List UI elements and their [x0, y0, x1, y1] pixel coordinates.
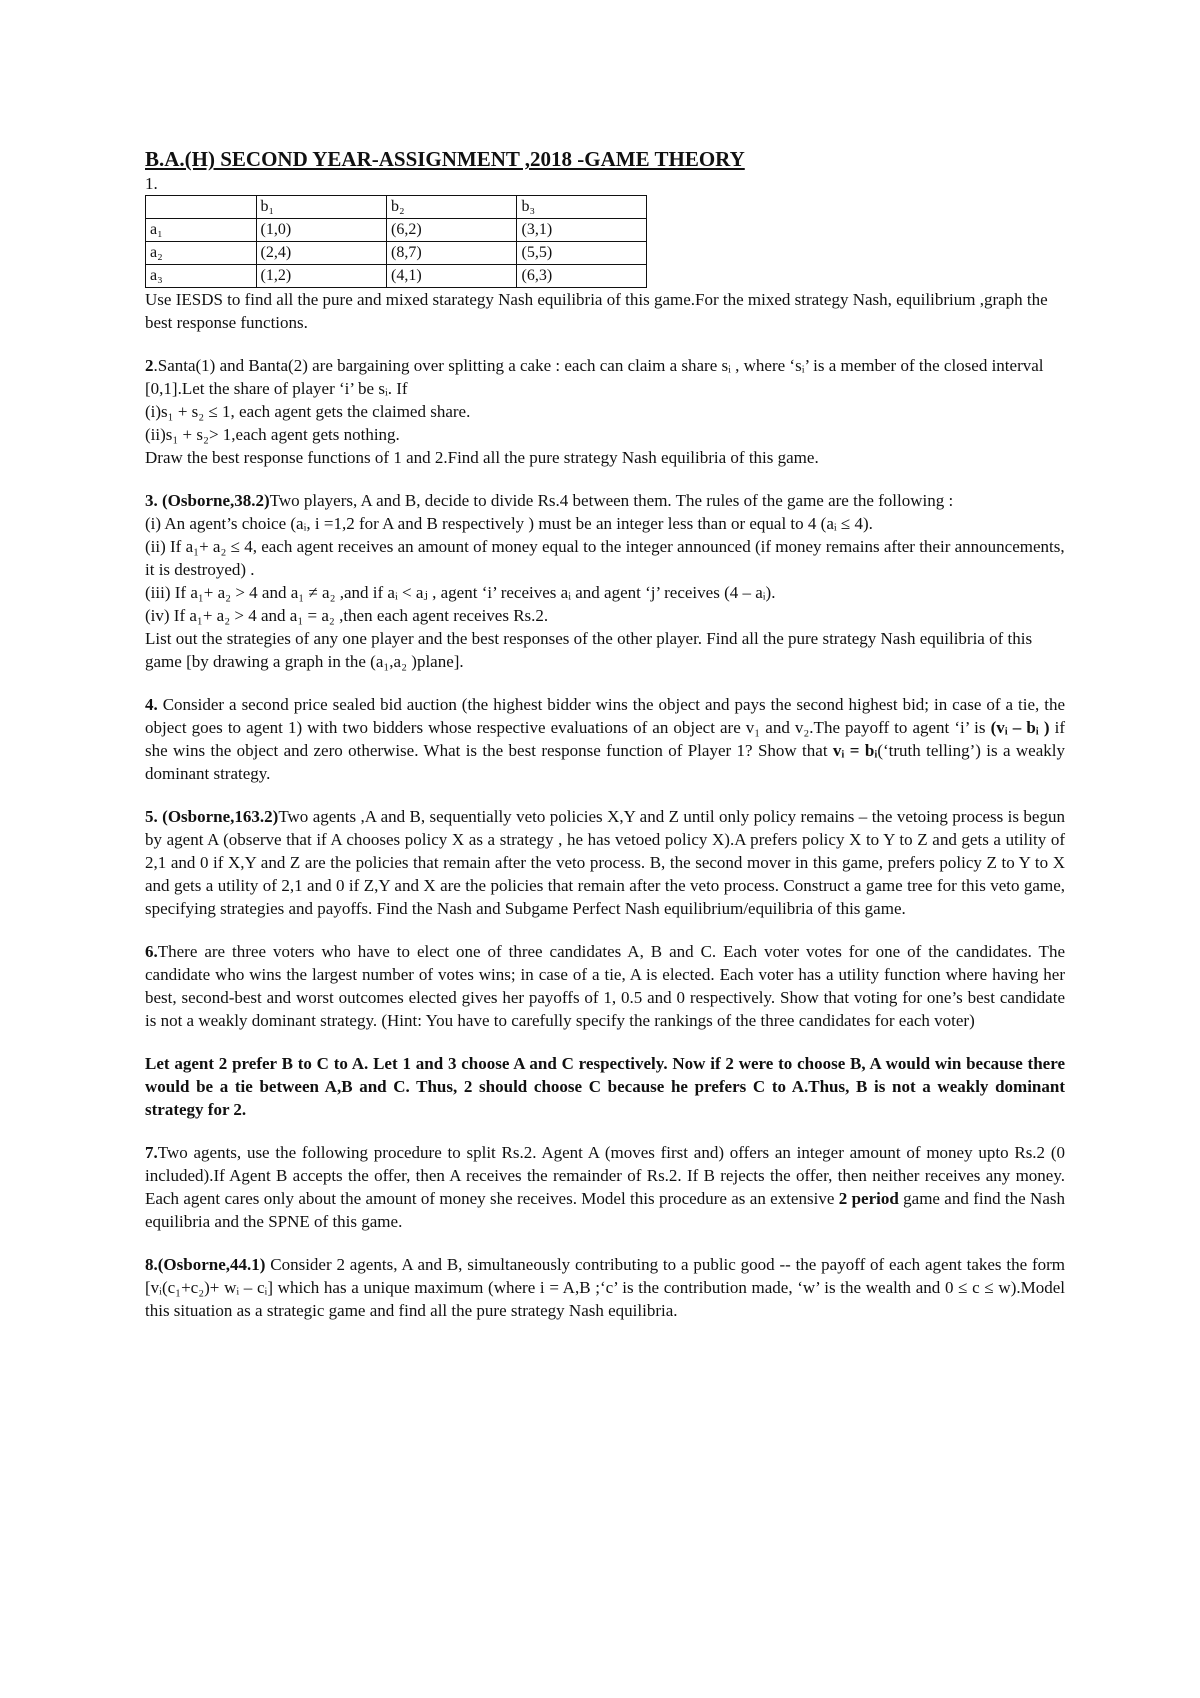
- document-page: [145, 146, 1065, 1322]
- document-title: B.A.(H) SECOND YEAR-ASSIGNMENT ,2018 -GAME THEORY: [145, 147, 745, 171]
- table-cell: b₁: [256, 196, 386, 219]
- table-cell: (6,3): [517, 265, 647, 288]
- question-3-rule-3: (iii) If a₁+ a₂ > 4 and a₁ ≠ a₂ ,and if aᵢ < aⱼ , agent ‘i’ receives aᵢ and agent ‘j’ receives (4 – aᵢ).: [145, 583, 776, 602]
- table-cell: (4,1): [387, 265, 517, 288]
- question-4-payoff-formula: (vᵢ – bᵢ ): [990, 718, 1050, 737]
- question-6-text: [145, 940, 1065, 1032]
- question-7: [145, 1141, 1065, 1233]
- table-cell: (1,0): [256, 219, 386, 242]
- question-6-body: There are three voters who have to elect one of three candidates A, B and C. Each voter votes for one of the candidates. The candidate who wins the largest number of votes wins; in case of a tie, A is elected. Each voter has a utility function where having her best, second-best and worst outcomes elected gives her payoffs of 1, 0.5 and 0 respectively. Show that voting for one’s best candidate is not a weakly dominant strategy. (Hint: You have to carefully specify the rankings of the three candidates for each voter): [145, 942, 1065, 1030]
- table-cell: (1,2): [256, 265, 386, 288]
- question-3-intro-text: Two players, A and B, decide to divide Rs.4 between them. The rules of the game are the following :: [269, 491, 954, 510]
- question-3-rule-2: (ii) If a₁+ a₂ ≤ 4, each agent receives an amount of money equal to the integer announced (if money remains after their announcements, it is destroyed) .: [145, 537, 1065, 579]
- question-5-body: Two agents ,A and B, sequentially veto policies X,Y and Z until only policy remains – the vetoing process is begun by agent A (observe that if A chooses policy X as a strategy , he has vetoed policy X).A prefers policy X to Y to Z and gets a utility of 2,1 and 0 if X,Y and Z are the policies that remain after the veto process. B, the second mover in this game, prefers policy Z to Y to X and gets a utility of 2,1 and 0 if Z,Y and X are the policies that remain after the veto process. Construct a game tree for this veto game, specifying strategies and payoffs. Find the Nash and Subgame Perfect Nash equilibrium/equilibria of this game.: [145, 807, 1065, 918]
- question-4-text-c: (‘truth telling’) is a weakly dominant strategy.: [145, 741, 1065, 783]
- question-3-rule-1: (i) An agent’s choice (aᵢ, i =1,2 for A and B respectively ) must be an integer less than or equal to 4 (aᵢ ≤ 4).: [145, 514, 873, 533]
- question-7-text: [145, 1141, 1065, 1233]
- table-row: [146, 265, 647, 288]
- question-3-intro: [145, 489, 1065, 512]
- question-7-text-b: game and find the Nash equilibria and the SPNE of this game.: [145, 1189, 1065, 1231]
- question-8-reference: 8.(Osborne,44.1): [145, 1255, 266, 1274]
- question-8-text: [145, 1253, 1065, 1322]
- question-2-line-2: (i)s₁ + s₂ ≤ 1, each agent gets the claimed share.: [145, 402, 471, 421]
- question-3-rule-4: (iv) If a₁+ a₂ > 4 and a₁ = a₂ ,then each agent receives Rs.2.: [145, 606, 549, 625]
- question-8: [145, 1253, 1065, 1322]
- question-4-text-b: if she wins the object and zero otherwise. What is the best response function of Player 1? Show that: [145, 718, 1065, 760]
- table-cell: a₂: [146, 242, 257, 265]
- question-4: [145, 693, 1065, 785]
- table-row: [146, 242, 647, 265]
- table-cell: a₁: [146, 219, 257, 242]
- table-cell: (5,5): [517, 242, 647, 265]
- table-header-row: [146, 196, 647, 219]
- question-2-line-3: (ii)s₁ + s₂> 1,each agent gets nothing.: [145, 425, 400, 444]
- question-6: [145, 940, 1065, 1121]
- question-2-line-1: [145, 354, 1065, 400]
- table-cell: (3,1): [517, 219, 647, 242]
- table-cell: (6,2): [387, 219, 517, 242]
- question-2-number: 2: [145, 356, 154, 375]
- table-cell: a₃: [146, 265, 257, 288]
- question-1-text: Use IESDS to find all the pure and mixed starategy Nash equilibria of this game.For the mixed strategy Nash, equilibrium ,graph the best response functions.: [145, 290, 1048, 332]
- question-5: [145, 805, 1065, 920]
- question-2-intro: .Santa(1) and Banta(2) are bargaining over splitting a cake : each can claim a share sᵢ , where ‘sᵢ’ is a member of the closed interval [0,1].Let the share of player ‘i’ be sᵢ. If: [145, 356, 1044, 398]
- question-3-task: List out the strategies of any one player and the best responses of the other player. Find all the pure strategy Nash equilibria of this game [by drawing a graph in the (a₁,a₂ )plane].: [145, 629, 1033, 671]
- question-6-number: 6.: [145, 942, 158, 961]
- question-1: [145, 172, 1065, 334]
- question-3: [145, 489, 1065, 673]
- question-4-text: [145, 693, 1065, 785]
- question-5-text: [145, 805, 1065, 920]
- question-4-number: 4.: [145, 695, 158, 714]
- payoff-matrix: [145, 195, 647, 288]
- question-4-truth-formula: vᵢ = bᵢ: [832, 741, 878, 760]
- question-6-answer: Let agent 2 prefer B to C to A. Let 1 and 3 choose A and C respectively. Now if 2 were to choose B, A would win because there would be a tie between A,B and C. Thus, 2 should choose C because he prefers C to A.Thus, B is not a weakly dominant strategy for 2.: [145, 1054, 1065, 1119]
- question-7-emphasis: 2 period: [838, 1189, 899, 1208]
- question-2: [145, 354, 1065, 469]
- table-cell: b₃: [517, 196, 647, 219]
- question-5-reference: 5. (Osborne,163.2): [145, 807, 279, 826]
- question-2-line-4: Draw the best response functions of 1 and 2.Find all the pure strategy Nash equilibria of this game.: [145, 448, 819, 467]
- question-4-text-a: Consider a second price sealed bid auction (the highest bidder wins the object and pays the second highest bid; in case of a tie, the object goes to agent 1) with two bidders whose respective evaluations of an object are v₁ and v₂.The payoff to agent ‘i’ is: [145, 695, 1065, 737]
- question-3-reference: 3. (Osborne,38.2): [145, 491, 270, 510]
- table-cell: (8,7): [387, 242, 517, 265]
- question-7-number: 7.: [145, 1143, 158, 1162]
- question-8-body: Consider 2 agents, A and B, simultaneously contributing to a public good -- the payoff of each agent takes the form [vᵢ(c₁+c₂)+ wᵢ – cᵢ] which has a unique maximum (where i = A,B ;‘c’ is the contribution made, ‘w’ is the wealth and 0 ≤ c ≤ w).Model this situation as a strategic game and find all the pure strategy Nash equilibria.: [145, 1255, 1065, 1320]
- table-cell: [146, 196, 257, 219]
- table-cell: (2,4): [256, 242, 386, 265]
- table-cell: b₂: [387, 196, 517, 219]
- table-row: [146, 219, 647, 242]
- question-1-number: 1.: [145, 174, 158, 193]
- question-7-text-a: Two agents, use the following procedure to split Rs.2. Agent A (moves first and) offers an integer amount of money upto Rs.2 (0 included).If Agent B accepts the offer, then A receives the remainder of Rs.2. If B rejects the offer, then neither receives any money. Each agent cares only about the amount of money she receives. Model this procedure as an extensive: [145, 1143, 1065, 1208]
